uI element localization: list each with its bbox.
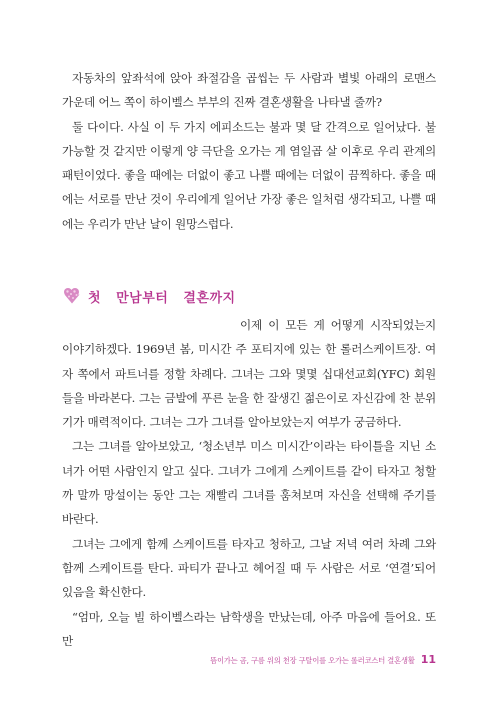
paragraph: 그녀는 그에게 함께 스케이트를 타자고 청하고, 그날 저녁 여러 차례 그와 함께 스케이트를 탄다. 파티가 끝나고 헤어질 때 두 사람은 서로 ‘연결’되어 있음을 확신한다. [62, 536, 436, 600]
section-heading-text: 첫 만남부터 결혼까지 [88, 290, 236, 306]
paragraph: 이제 이 모든 게 어떻게 시작되었는지 이야기하겠다. 1969년 봄, 미시간 주 포티지에 있는 한 롤러스케이트장. 여자 쪽에서 파트너를 정할 차례다. 그녀는 그와 몇몇 십대선교회(YFC) 회원들을 바라본다. 그는 금발에 푸른 눈을 한 잘생긴 젊은이로 자신감에 찬 분위기가 매력적이다. 그녀는 그가 그녀를 알아보았는지 여부가 궁금하다. [62, 318, 436, 430]
paragraph: 둘 다이다. 사실 이 두 가지 에피소드는 불과 몇 달 간격으로 일어났다. 불가능할 것 같지만 이렇게 양 극단을 오가는 게 염일곱 살 이후로 우리 관계의 패턴이었다. 좋을 때에는 더없이 좋고 나쁠 때에는 더없이 끔찍하다. 좋을 때에는 서로를 만난 것이 우리에게 일어난 가장 좋은 일처럼 생각되고, 나쁠 때에는 우리가 만난 날이 원망스럽다. [62, 119, 436, 231]
heart-ornament-icon [62, 287, 82, 305]
section-heading [62, 285, 236, 307]
paragraph: 그는 그녀를 알아보았고, ‘청소년부 미스 미시간’이라는 타이틀을 지닌 소녀가 어떤 사람인지 알고 싶다. 그녀가 그에게 스케이트를 같이 타자고 청할까 말까 망설이는 동안 그는 재빨리 그녀를 훔쳐보며 자신을 선택해 주기를 바란다. [62, 439, 436, 527]
paragraph: “엄마, 오늘 빌 하이벨스라는 남학생을 만났는데, 아주 마음에 들어요. 또 만 [62, 609, 436, 648]
page-number: 11 [420, 653, 436, 666]
body-text-bottom [62, 313, 436, 653]
body-text-top [62, 66, 436, 236]
page-footer [210, 653, 436, 666]
running-title: 뜸이가는 곰, 구름 위의 천장 구탈이를 오가는 롤러코스터 결혼생활 [210, 656, 415, 665]
paragraph: 자동차의 앞좌석에 앉아 좌절감을 곱씹는 두 사람과 별빛 아래의 로맨스 가운데 어느 쪽이 하이벨스 부부의 진짜 결혼생활을 나타낼 줄까? [62, 71, 436, 110]
